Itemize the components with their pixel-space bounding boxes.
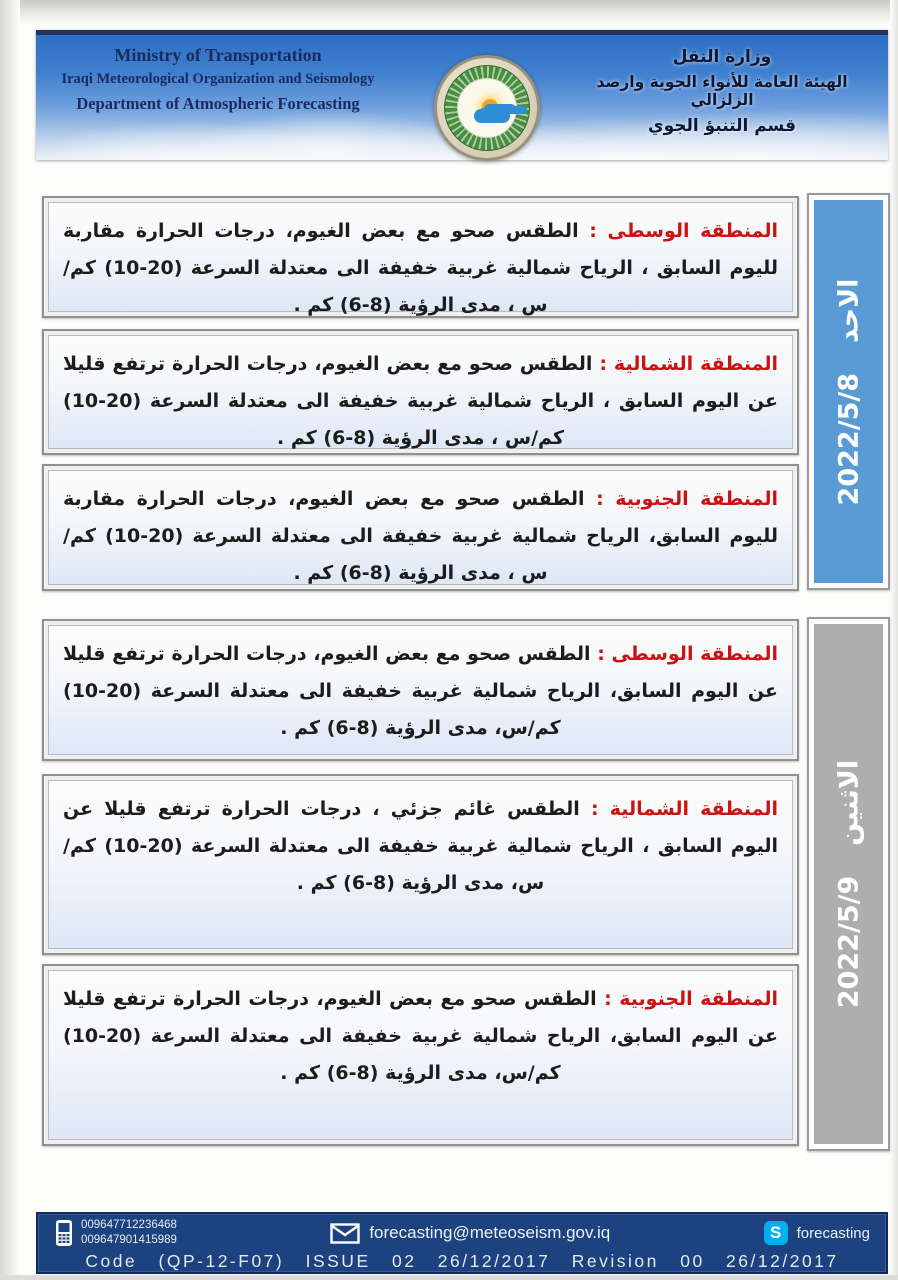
forecast-text bbox=[63, 481, 778, 592]
forecast-body: الطقس غائم جزئي ، درجات الحرارة ترتفع قليلا عن اليوم السابق ، الرياح شمالية غربية خفيفة الى معتدلة السرعة (20-10) كم/س، مدى الرؤية (8-6) كم . bbox=[63, 798, 778, 895]
region-name: المنطقة الوسطى : bbox=[589, 220, 779, 242]
forecast-body: الطقس صحو مع بعض الغيوم، درجات الحرارة مقاربة لليوم السابق ، الرياح شمالية غربية خفيفة الى معتدلة السرعة (20-10) كم/س ، مدى الرؤية (8-6) كم . bbox=[63, 220, 779, 317]
organization-seal-icon bbox=[434, 55, 540, 161]
email-contact bbox=[330, 1223, 610, 1244]
scan-edge-top bbox=[0, 0, 898, 24]
footer-contact-row bbox=[38, 1214, 886, 1250]
forecast-box-sunday-southern bbox=[42, 464, 799, 591]
forecast-box-monday-central bbox=[42, 619, 799, 761]
forecast-box-frame bbox=[48, 625, 793, 755]
department-title-ar: قسم التنبؤ الجوي bbox=[648, 116, 796, 136]
skype-username: forecasting bbox=[796, 1224, 870, 1242]
region-name: المنطقة الشمالية : bbox=[599, 353, 778, 375]
cloud-icon bbox=[474, 109, 510, 123]
skype-contact bbox=[764, 1221, 870, 1245]
scan-edge-right bbox=[890, 0, 898, 1280]
forecast-box-monday-southern bbox=[42, 964, 799, 1146]
forecast-box-monday-northern bbox=[42, 774, 799, 955]
skype-icon: S bbox=[764, 1221, 788, 1245]
day-name: الاحد bbox=[833, 278, 864, 343]
forecast-box-sunday-central bbox=[42, 196, 799, 318]
day-label-monday bbox=[807, 617, 890, 1151]
forecast-text bbox=[63, 213, 778, 324]
day-date: 2022/5/8 bbox=[833, 372, 864, 505]
day-date: 2022/5/9 bbox=[833, 875, 864, 1009]
header-banner bbox=[36, 30, 888, 160]
phone-numbers bbox=[81, 1218, 177, 1248]
forecast-box-frame bbox=[48, 470, 793, 585]
forecast-text bbox=[63, 346, 778, 457]
forecast-box-sunday-northern bbox=[42, 329, 799, 455]
footer-bar bbox=[36, 1212, 888, 1274]
forecast-text bbox=[63, 791, 778, 902]
seal-core bbox=[457, 78, 517, 138]
phone-number-1: 009647712236468 bbox=[81, 1219, 177, 1232]
scan-edge-bottom bbox=[0, 1275, 898, 1280]
header-arabic-block bbox=[572, 47, 872, 136]
region-name: المنطقة الجنوبية : bbox=[604, 988, 778, 1010]
forecast-box-frame bbox=[48, 970, 793, 1140]
forecast-text bbox=[63, 981, 778, 1092]
day-label-text bbox=[814, 624, 883, 1144]
organization-title-ar: الهيئة العامة للأنواء الجوية وارصد الزلزالي bbox=[596, 73, 848, 109]
department-title-en: Department of Atmospheric Forecasting bbox=[76, 94, 360, 113]
forecast-body: الطقس صحو مع بعض الغيوم، درجات الحرارة ترتفع قليلا عن اليوم السابق، الرياح شمالية غربية خفيفة الى معتدلة السرعة (20-10) كم/س، مدى الرؤية (8-6) كم . bbox=[63, 643, 778, 740]
phone-number-2: 009647901415989 bbox=[81, 1234, 177, 1246]
ministry-title-en: Ministry of Transportation bbox=[114, 45, 322, 65]
day-label-sunday bbox=[807, 193, 890, 590]
organization-title-en: Iraqi Meteorological Organization and Seismology bbox=[61, 71, 375, 87]
region-name: المنطقة الشمالية : bbox=[590, 798, 778, 820]
mobile-phone-icon bbox=[54, 1219, 74, 1247]
email-address: forecasting@meteoseism.gov.iq bbox=[369, 1223, 611, 1242]
forecast-body: الطقس صحو مع بعض الغيوم، درجات الحرارة ترتفع قليلا عن اليوم السابق ، الرياح شمالية غربية خفيفة الى معتدلة السرعة (20-10) كم/س ، مدى الرؤية (8-6) كم . bbox=[63, 353, 778, 450]
day-name: الاثنين bbox=[833, 759, 864, 846]
day-label-fill bbox=[814, 200, 883, 583]
day-label-text bbox=[814, 200, 883, 583]
day-label-fill bbox=[814, 624, 883, 1144]
region-name: المنطقة الوسطى : bbox=[597, 643, 778, 665]
region-name: المنطقة الجنوبية : bbox=[596, 488, 778, 510]
scan-edge-left bbox=[0, 0, 20, 1280]
envelope-icon bbox=[330, 1223, 360, 1244]
header-english-block bbox=[50, 45, 386, 114]
forecast-box-frame bbox=[48, 335, 793, 449]
forecast-body: الطقس صحو مع بعض الغيوم، درجات الحرارة ترتفع قليلا عن اليوم السابق، الرياح شمالية غربية خفيفة الى معتدلة السرعة (20-10) كم/س، مدى الرؤية (8-6) كم . bbox=[63, 988, 778, 1085]
forecast-box-frame bbox=[48, 780, 793, 949]
forecast-body: الطقس صحو مع بعض الغيوم، درجات الحرارة مقاربة لليوم السابق، الرياح شمالية غربية خفيفة الى معتدلة السرعة (20-10) كم/س ، مدى الرؤية (8-6) كم . bbox=[63, 488, 778, 585]
phone-contact bbox=[54, 1218, 177, 1248]
ministry-title-ar: وزارة النقل bbox=[672, 47, 772, 67]
document-code-line: Code (QP-12-F07) ISSUE 02 26/12/2017 Revision 00 26/12/2017 bbox=[85, 1251, 839, 1271]
forecast-box-frame bbox=[48, 202, 793, 317]
forecast-text bbox=[63, 636, 778, 747]
